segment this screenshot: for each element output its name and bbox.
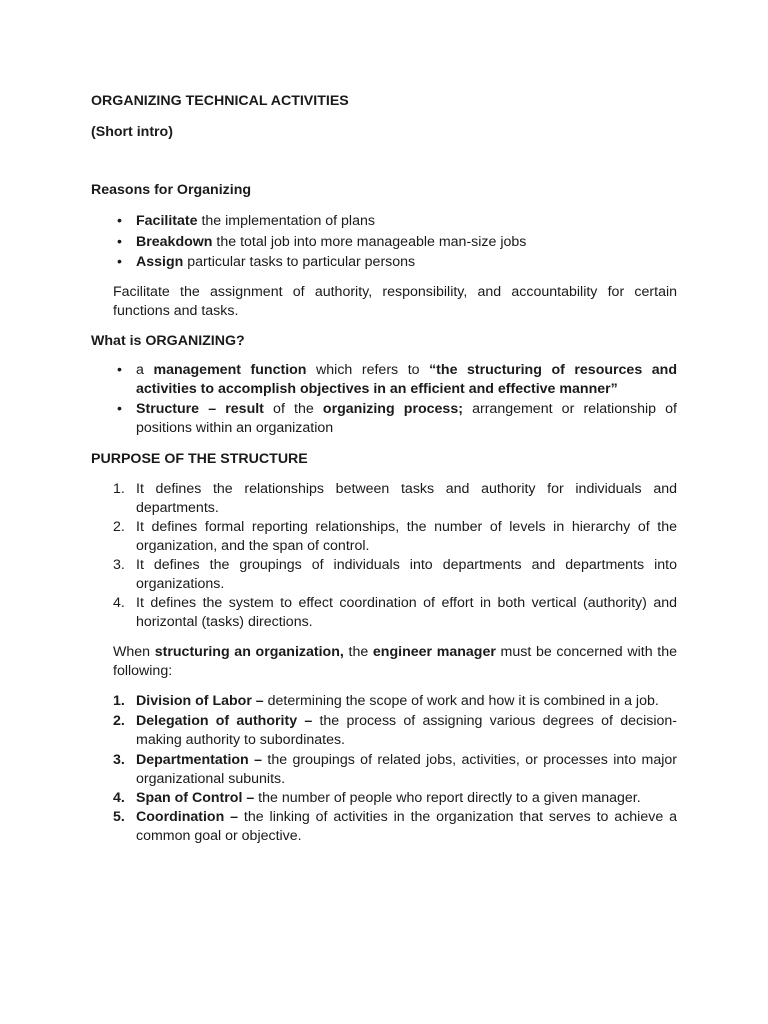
- purpose-item: 1. It defines the relationships between tasks and authority for individuals and departments.: [113, 481, 677, 516]
- concern-item: 4. Span of Control – the number of people who report directly to a given manager.: [113, 790, 641, 806]
- bullet-icon: •: [117, 254, 122, 270]
- reasons-list: [113, 212, 677, 272]
- what-item: • Structure – result of the organizing process; arrangement or relationship of positions within an organization: [117, 401, 677, 436]
- reasons-item: • Assign particular tasks to particular persons: [117, 254, 416, 270]
- purpose-item: 3. It defines the groupings of individuals into departments and departments into organizations.: [113, 557, 677, 592]
- bullet-icon: •: [117, 233, 122, 250]
- bullet-icon: •: [117, 213, 122, 229]
- bullet-icon: •: [117, 401, 122, 417]
- purpose-list: [113, 480, 677, 632]
- reasons-heading: Reasons for Organizing: [91, 182, 252, 198]
- concern-item: 1. Division of Labor – determining the scope of work and how it is combined in a job.: [113, 693, 659, 709]
- what-list: [113, 361, 677, 438]
- reasons-paragraph: Facilitate the assignment of authority, responsibility, and accountability for certain functions and tasks.: [113, 284, 677, 319]
- concern-item: 3. Departmentation – the groupings of related jobs, activities, or processes into major organizational subunits.: [113, 752, 677, 787]
- reasons-item: • Breakdown the total job into more manageable man-size jobs: [117, 233, 527, 250]
- purpose-item: 4. It defines the system to effect coordination of effort in both vertical (authority) and horizontal (tasks) directions.: [113, 595, 677, 630]
- what-heading: What is ORGANIZING?: [91, 333, 245, 349]
- concern-item: 2. Delegation of authority – the process of assigning various degrees of decision-making authority to subordinates.: [113, 713, 677, 748]
- concerns-list: [113, 692, 677, 846]
- purpose-item: 2. It defines formal reporting relationships, the number of levels in hierarchy of the organization, and the span of control.: [113, 519, 677, 554]
- purpose-heading: PURPOSE OF THE STRUCTURE: [91, 451, 308, 467]
- document-subtitle: (Short intro): [91, 124, 173, 140]
- bullet-icon: •: [117, 362, 122, 378]
- when-paragraph: When structuring an organization, the engineer manager must be concerned with the following:: [113, 644, 677, 679]
- what-item: • a management function which refers to “the structuring of resources and activities to accomplish objectives in an efficient and effective manner”: [117, 362, 677, 397]
- concern-item: 5. Coordination – the linking of activities in the organization that serves to achieve a common goal or objective.: [113, 809, 677, 844]
- document-title: ORGANIZING TECHNICAL ACTIVITIES: [91, 93, 349, 109]
- reasons-item: • Facilitate the implementation of plans: [117, 213, 375, 229]
